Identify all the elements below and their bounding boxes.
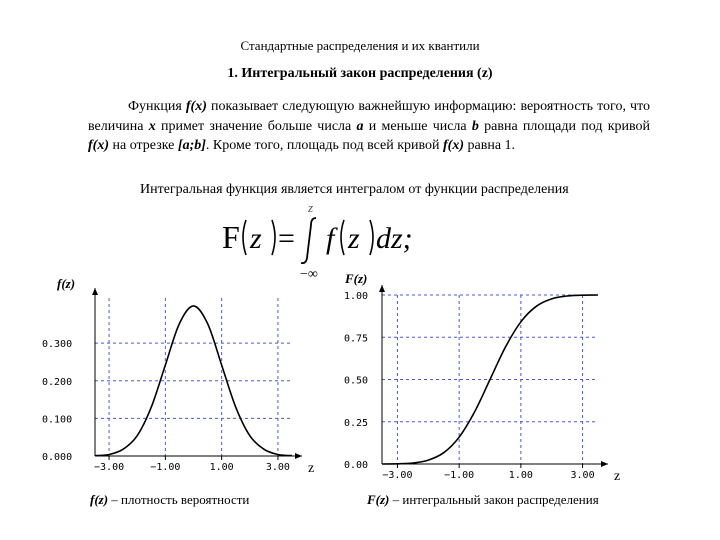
formula-paren [272, 220, 275, 255]
para-fx: f(x) [443, 138, 464, 153]
chart2-caption-text: – интегральный закон распределения [389, 492, 599, 507]
formula-var: z [348, 222, 360, 255]
integral-sign [301, 218, 316, 263]
chart2-ytick-label: 0.25 [344, 417, 369, 429]
formula-integrand-f: f [326, 222, 335, 255]
formula-paren [370, 220, 373, 255]
chart2-xlabel: z [614, 469, 621, 484]
formula-dz: dz; [376, 222, 413, 255]
chart2-ytick-label: 0.50 [344, 375, 369, 387]
chart1-caption-text: – плотность вероятности [108, 492, 250, 507]
chart1-xtick-label: 1.00 [209, 462, 234, 473]
chart2-xtick-label: −3.00 [382, 470, 413, 481]
chart2-xtick-label: 1.00 [508, 470, 533, 481]
para-text: Функция [128, 99, 186, 114]
integral-formula [218, 200, 458, 285]
chart2-ytick-label: 1.00 [344, 291, 369, 302]
chart2-caption-symbol: F(z) [367, 492, 390, 507]
formula-var: z [250, 222, 262, 255]
section-heading: 1. Интегральный закон распределения (z) [227, 66, 493, 81]
formula-equals: = [278, 222, 295, 255]
chart1-xtick-label: 3.00 [265, 462, 290, 473]
para-text: примет значение больше числа [155, 118, 357, 134]
chart1-ylabel: f(z) [57, 276, 76, 291]
formula-paren [243, 220, 246, 255]
chart1-x-arrow [295, 453, 302, 459]
cdf-chart [330, 280, 630, 490]
chart1-xtick-label: −3.00 [94, 462, 125, 473]
para-text: равна площади под кривой [478, 118, 651, 134]
chart1-caption-symbol: f(z) [90, 492, 109, 507]
chart1-ytick-label: 0.300 [42, 339, 73, 351]
para-fx: f(x) [88, 138, 109, 153]
description-paragraph [88, 97, 650, 156]
para-text: показывает следующую важнейшую информацию: вероятность того, что величина [88, 99, 651, 134]
para-text: равна 1. [464, 138, 516, 153]
chart1-ytick-label: 0.200 [42, 376, 73, 388]
formula-lhs: F [222, 219, 240, 255]
intro-text: Интегральная функция является интегралом от функции распределения [140, 182, 569, 197]
chart2-ylabel: F(z) [345, 271, 368, 286]
chart2-x-arrow [601, 461, 608, 467]
para-text: и меньше числа [363, 118, 472, 134]
para-var-a: a [356, 118, 364, 134]
chart2-xtick-label: −1.00 [444, 470, 475, 481]
formula-lower-limit: −∞ [300, 267, 318, 282]
para-var-x: x [148, 118, 156, 134]
chart2-caption [367, 492, 599, 508]
para-var-b: b [471, 118, 479, 134]
chart1-xlabel: z [308, 461, 315, 476]
chart1-y-arrow [92, 288, 98, 295]
chart1-ytick-label: 0.000 [42, 452, 73, 463]
para-text: на отрезке [109, 138, 178, 153]
chart1-xtick-label: −1.00 [150, 462, 181, 473]
chart2-ytick-label: 0.00 [344, 460, 369, 471]
chart2-ytick-label: 0.75 [344, 333, 369, 345]
para-text: . Кроме того, площадь под всей кривой [205, 138, 443, 153]
para-interval: [a;b] [177, 138, 206, 153]
chart2-xtick-label: 3.00 [570, 470, 595, 481]
density-chart [40, 284, 330, 480]
para-fx: f(x) [185, 99, 207, 114]
chart2-y-arrow [379, 285, 385, 292]
formula-paren [341, 220, 344, 255]
chart1-ytick-label: 0.100 [42, 414, 73, 426]
slide-kicker: Стандартные распределения и их квантили [240, 38, 480, 53]
formula-upper-limit: z [308, 200, 314, 215]
chart1-caption [90, 492, 249, 508]
